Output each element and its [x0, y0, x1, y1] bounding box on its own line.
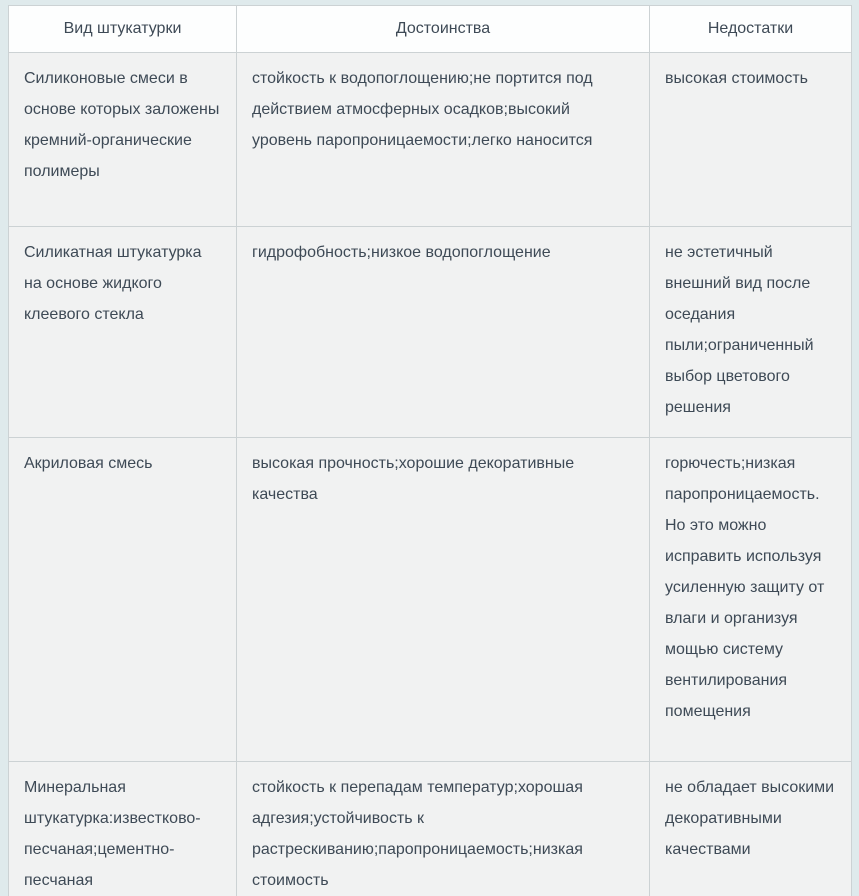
cell-plaster-type: Силиконовые смеси в основе которых заложены кремний-органические полимеры: [9, 53, 237, 227]
table-row: [9, 762, 852, 896]
table-row: [9, 53, 852, 227]
cell-plaster-type: Силикатная штукатурка на основе жидкого клеевого стекла: [9, 227, 237, 438]
cell-advantages: гидрофобность;низкое водопоглощение: [237, 227, 650, 438]
table-row: [9, 227, 852, 438]
cell-disadvantages: высокая стоимость: [650, 53, 852, 227]
header-cell-advantages: Достоинства: [237, 6, 650, 53]
cell-disadvantages: не обладает высокими декоративными качествами: [650, 762, 852, 896]
header-row: [9, 6, 852, 53]
cell-disadvantages: горючесть;низкая паропроницаемость. Но это можно исправить используя усиленную защиту от влаги и организуя мощью систему вентилирования помещения: [650, 438, 852, 762]
cell-plaster-type: Акриловая смесь: [9, 438, 237, 762]
table-row: [9, 438, 852, 762]
cell-plaster-type: Минеральная штукатурка:известково-песчаная;цементно-песчаная: [9, 762, 237, 896]
plaster-comparison-table: [8, 5, 852, 896]
cell-advantages: стойкость к перепадам температур;хорошая адгезия;устойчивость к растрескиванию;паропроницаемость;низкая стоимость: [237, 762, 650, 896]
cell-disadvantages: не эстетичный внешний вид после оседания пыли;ограниченный выбор цветового решения: [650, 227, 852, 438]
header-cell-disadvantages: Недостатки: [650, 6, 852, 53]
header-cell-plaster-type: Вид штукатурки: [9, 6, 237, 53]
cell-advantages: высокая прочность;хорошие декоративные качества: [237, 438, 650, 762]
cell-advantages: стойкость к водопоглощению;не портится под действием атмосферных осадков;высокий уровень паропроницаемости;легко наносится: [237, 53, 650, 227]
